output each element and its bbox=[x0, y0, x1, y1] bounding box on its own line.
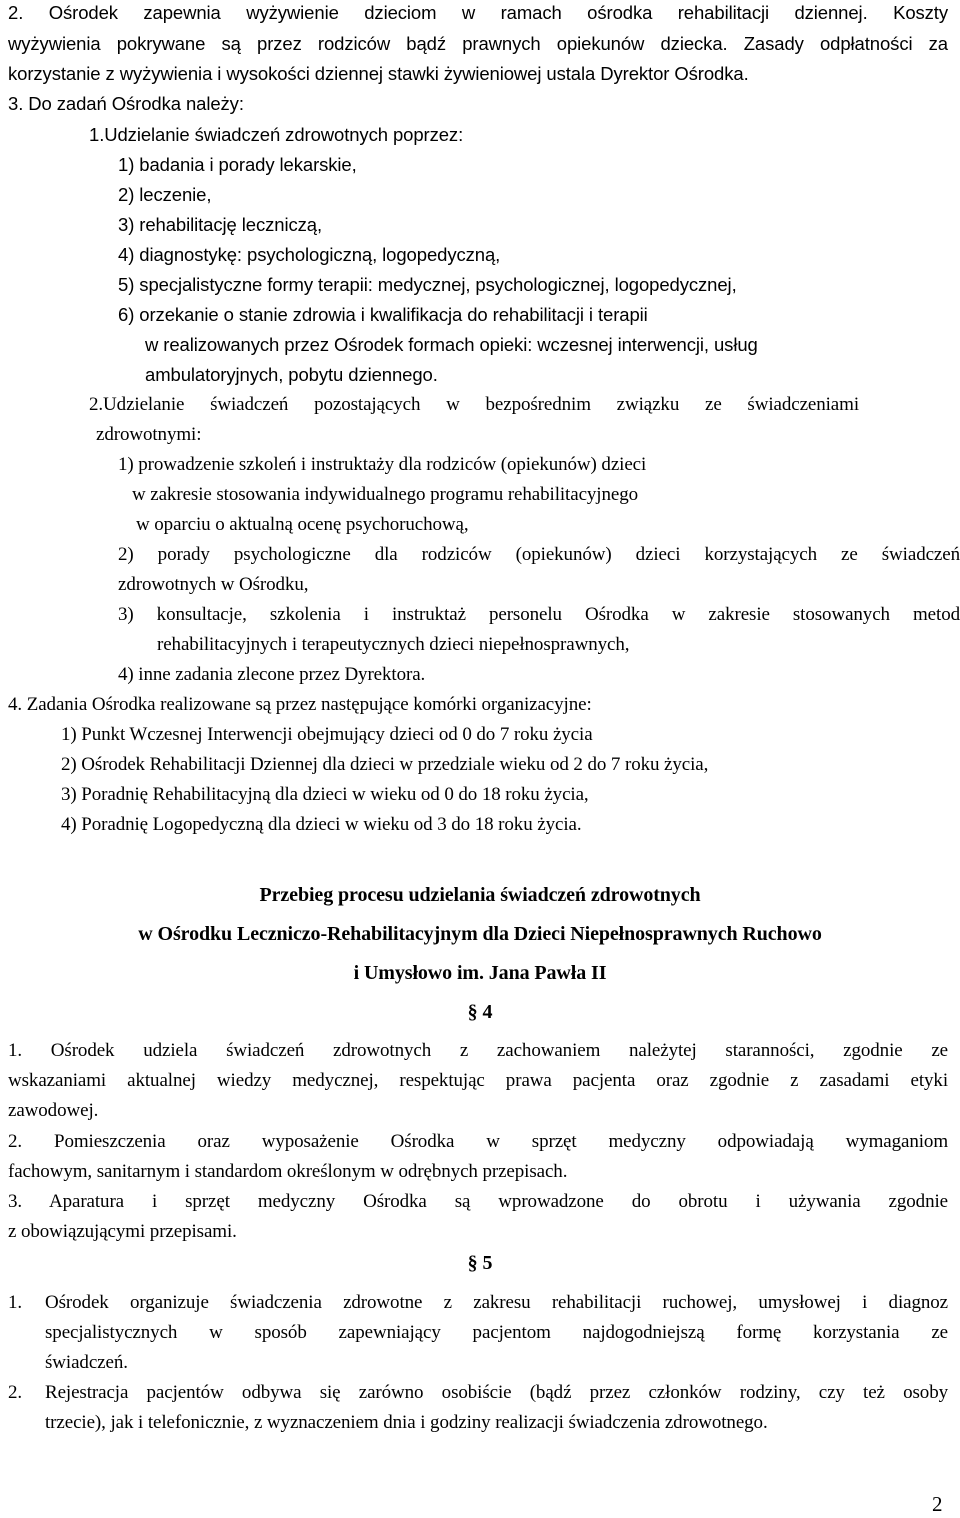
paragraph-sign-5: § 5 bbox=[467, 1252, 493, 1274]
par4-point-1-line-1: 1. Ośrodek udziela świadczeń zdrowotnych z zachowaniem należytej staranności, zgodnie ze bbox=[8, 1040, 948, 1061]
task-1-item-1: 1) badania i porady lekarskie, bbox=[118, 154, 357, 175]
task-1-item-2: 2) leczenie, bbox=[118, 184, 212, 205]
par4-point-2-line-1: 2. Pomieszczenia oraz wyposażenie Ośrodka w sprzęt medyczny odpowiadają wymaganiom bbox=[8, 1131, 948, 1152]
par4-point-2-line-2: fachowym, sanitarnym i standardom określonym w odrębnych przepisach. bbox=[8, 1161, 568, 1182]
par5-point-1-line-1: Ośrodek organizuje świadczenia zdrowotne z zakresu rehabilitacji ruchowej, umysłowej i diagnoz bbox=[45, 1292, 948, 1313]
par5-point-1-line-2: specjalistycznych w sposób zapewniający pacjentom najdogodniejszą formę korzystania ze bbox=[45, 1322, 948, 1343]
section-4-heading: 4. Zadania Ośrodka realizowane są przez następujące komórki organizacyjne: bbox=[8, 694, 592, 715]
task-2-item-2: 2) porady psychologiczne dla rodziców (opiekunów) dzieci korzystających ze świadczeń bbox=[118, 544, 960, 565]
task-2-item-2-cont: zdrowotnych w Ośrodku, bbox=[118, 574, 309, 595]
unit-item-3: 3) Poradnię Rehabilitacyjną dla dzieci w wieku od 0 do 18 roku życia, bbox=[61, 784, 589, 805]
task-1-item-4: 4) diagnostykę: psychologiczną, logopedyczną, bbox=[118, 244, 501, 265]
task-1-item-6-cont-1: w realizowanych przez Ośrodek formach opieki: wczesnej interwencji, usług bbox=[145, 334, 758, 355]
task-1-item-5: 5) specjalistyczne formy terapii: medycznej, psychologicznej, logopedycznej, bbox=[118, 274, 737, 295]
paragraph-2-line-3: korzystanie z wyżywienia i wysokości dziennej stawki żywieniowej ustala Dyrektor Ośrodka. bbox=[8, 63, 749, 84]
document-title-line-2: w Ośrodku Leczniczo-Rehabilitacyjnym dla Dzieci Niepełnosprawnych Ruchowo bbox=[138, 923, 822, 945]
task-2-heading-cont: zdrowotnymi: bbox=[96, 424, 202, 445]
task-2-item-4: 4) inne zadania zlecone przez Dyrektora. bbox=[118, 664, 426, 685]
par4-point-1-line-3: zawodowej. bbox=[8, 1100, 99, 1121]
document-title-line-1: Przebieg procesu udzielania świadczeń zdrowotnych bbox=[259, 884, 701, 906]
par5-point-2-line-1: Rejestracja pacjentów odbywa się zarówno osobiście (bądź przez członków rodziny, czy też osoby bbox=[45, 1382, 948, 1403]
task-1-item-6: 6) orzekanie o stanie zdrowia i kwalifikacja do rehabilitacji i terapii bbox=[118, 304, 648, 325]
paragraph-sign-4: § 4 bbox=[467, 1001, 493, 1023]
par4-point-3-line-1: 3. Aparatura i sprzęt medyczny Ośrodka są wprowadzone do obrotu i używania zgodnie bbox=[8, 1191, 948, 1212]
task-2-heading: 2.Udzielanie świadczeń pozostających w bezpośrednim związku ze świadczeniami bbox=[89, 394, 859, 415]
par5-point-2-line-2: trzecie), jak i telefonicznie, z wyznaczeniem dnia i godziny realizacji świadczenia zdrowotnego. bbox=[45, 1412, 768, 1433]
task-2-item-3-cont: rehabilitacyjnych i terapeutycznych dzieci niepełnosprawnych, bbox=[157, 634, 630, 655]
task-1-heading: 1.Udzielanie świadczeń zdrowotnych poprzez: bbox=[89, 124, 464, 145]
par5-point-1-line-3: świadczeń. bbox=[45, 1352, 128, 1373]
task-2-item-3: 3) konsultacje, szkolenia i instruktaż personelu Ośrodka w zakresie stosowanych metod bbox=[118, 604, 960, 625]
task-1-item-3: 3) rehabilitację leczniczą, bbox=[118, 214, 322, 235]
par5-point-2-number: 2. bbox=[8, 1382, 23, 1403]
task-2-item-1-cont-2: w oparciu o aktualną ocenę psychoruchową, bbox=[136, 514, 469, 535]
par5-point-1-number: 1. bbox=[8, 1292, 23, 1313]
task-1-item-6-cont-2: ambulatoryjnych, pobytu dziennego. bbox=[145, 364, 438, 385]
unit-item-4: 4) Poradnię Logopedyczną dla dzieci w wieku od 3 do 18 roku życia. bbox=[61, 814, 582, 835]
paragraph-2-line-2: wyżywienia pokrywane są przez rodziców bądź prawnych opiekunów dziecka. Zasady odpłatności za bbox=[8, 33, 948, 54]
unit-item-2: 2) Ośrodek Rehabilitacji Dziennej dla dzieci w przedziale wieku od 2 do 7 roku życia, bbox=[61, 754, 709, 775]
unit-item-1: 1) Punkt Wczesnej Interwencji obejmujący dzieci od 0 do 7 roku życia bbox=[61, 724, 593, 745]
task-2-item-1-cont-1: w zakresie stosowania indywidualnego programu rehabilitacyjnego bbox=[132, 484, 639, 505]
par4-point-3-line-2: z obowiązującymi przepisami. bbox=[8, 1221, 237, 1242]
document-title-line-3: i Umysłowo im. Jana Pawła II bbox=[353, 962, 607, 984]
section-3-heading: 3. Do zadań Ośrodka należy: bbox=[8, 93, 244, 114]
page-number: 2 bbox=[932, 1492, 943, 1516]
task-2-item-1: 1) prowadzenie szkoleń i instruktaży dla rodziców (opiekunów) dzieci bbox=[118, 454, 647, 475]
paragraph-2-line-1: 2. Ośrodek zapewnia wyżywienie dzieciom w ramach ośrodka rehabilitacji dziennej. Koszty bbox=[8, 2, 948, 23]
par4-point-1-line-2: wskazaniami aktualnej wiedzy medycznej, respektując prawa pacjenta oraz zgodnie z zasadami etyki bbox=[8, 1070, 948, 1091]
